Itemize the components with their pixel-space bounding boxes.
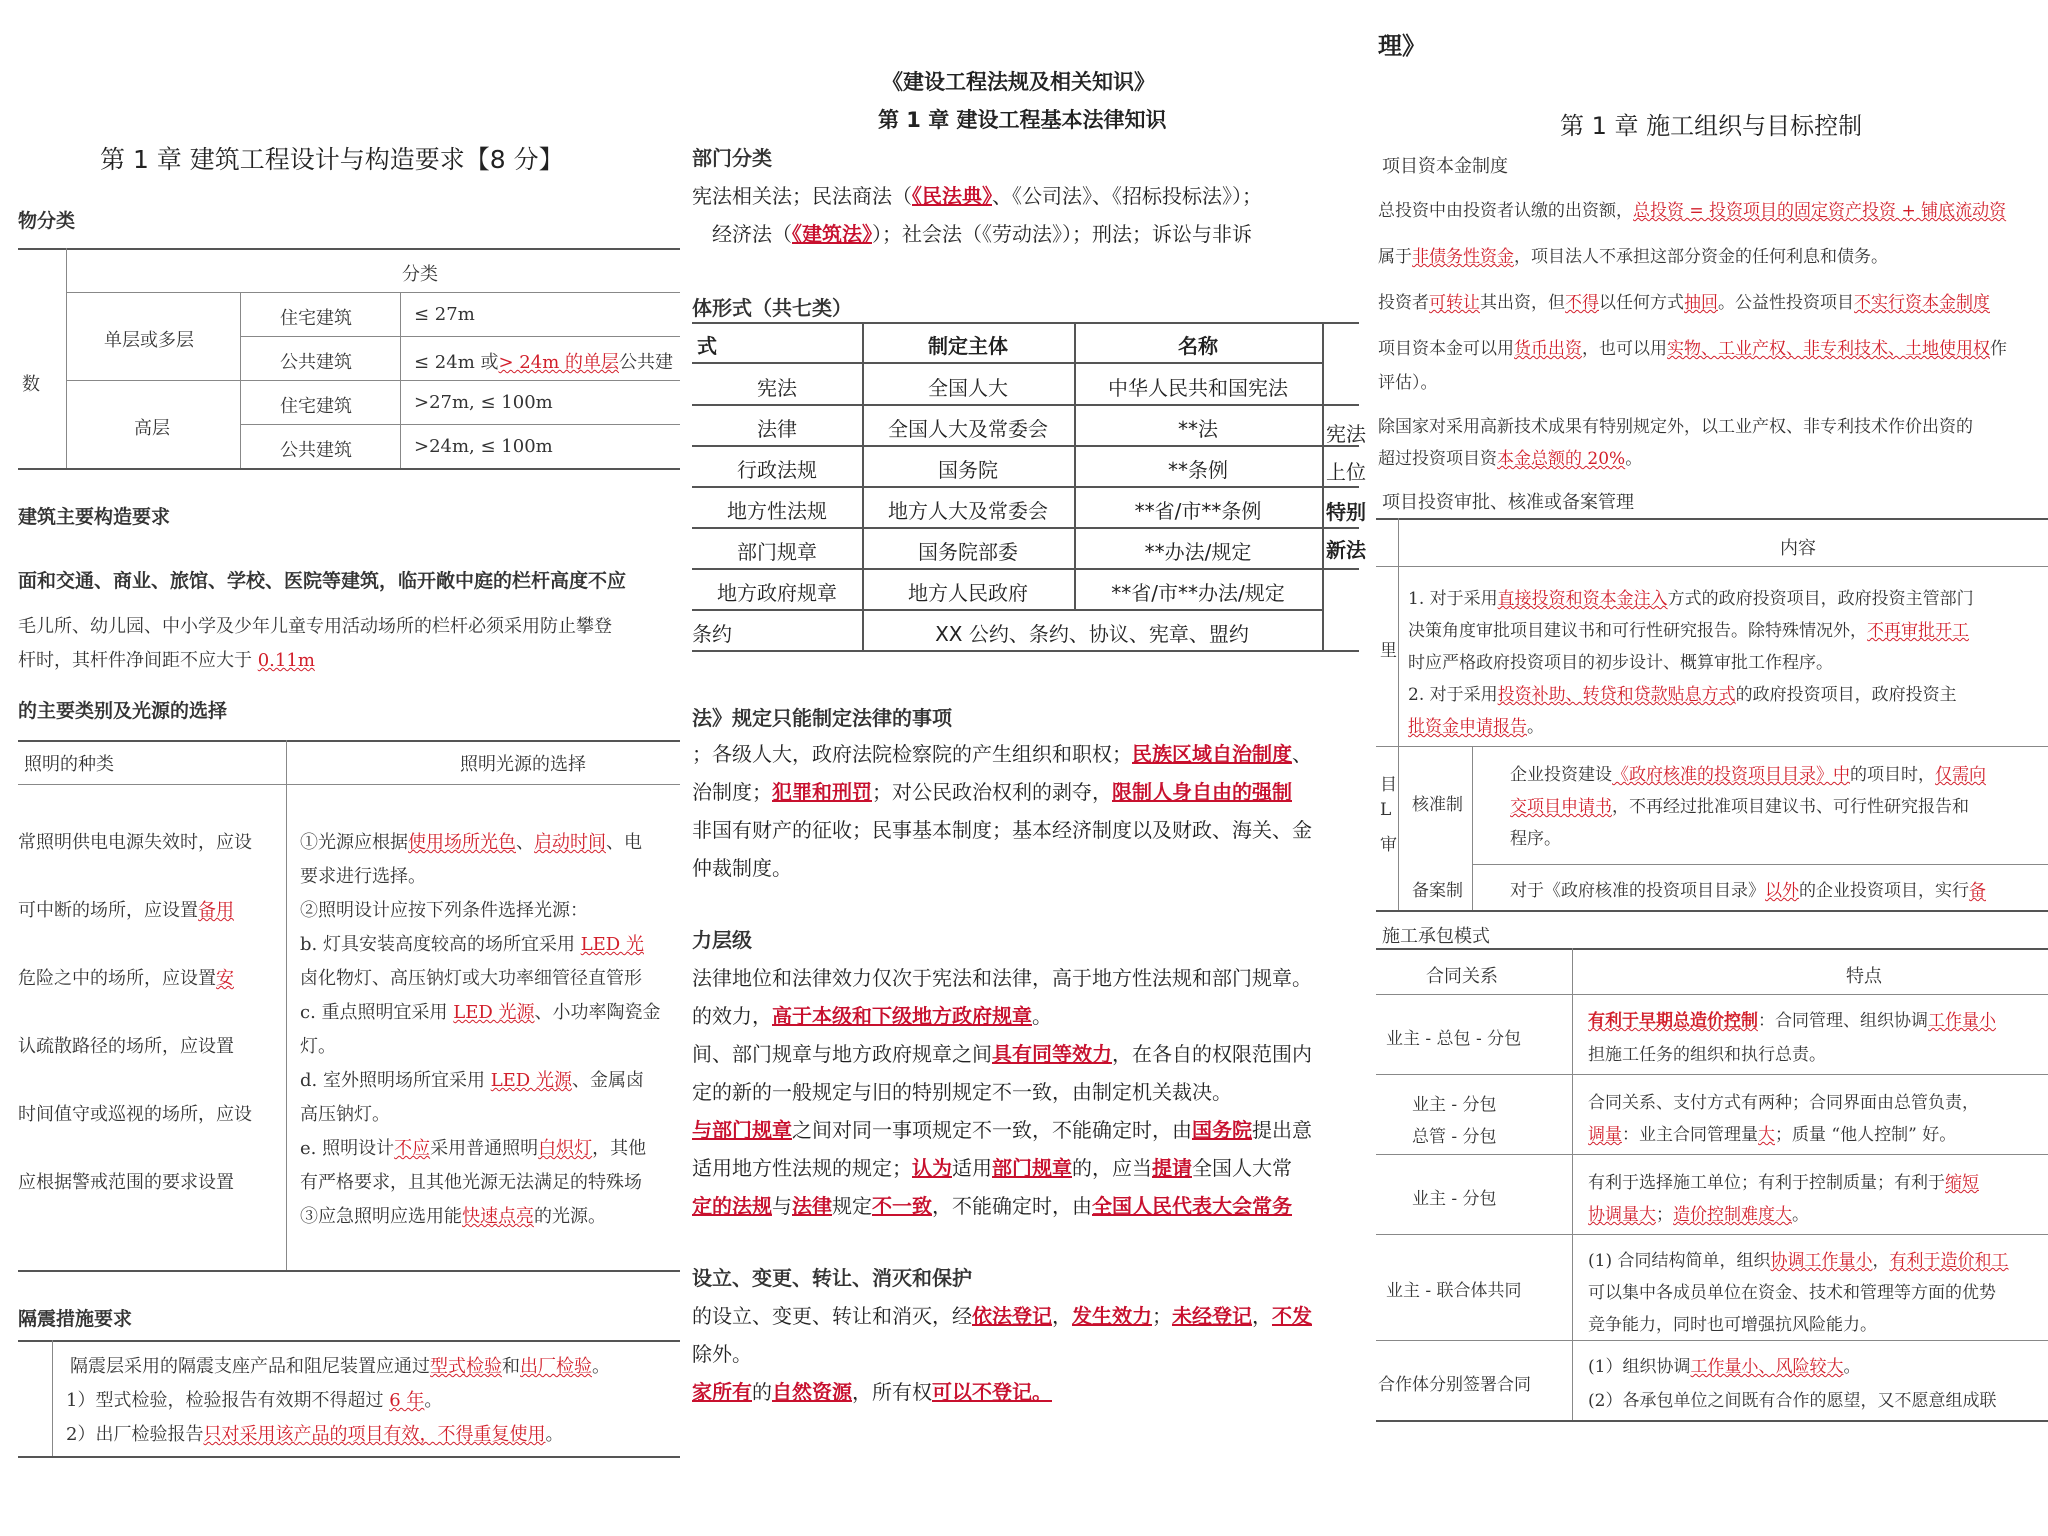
forms-cell: 中华人民共和国宪法 [1108, 376, 1288, 400]
forms-cell: XX 公约、条约、协议、宪章、盟约 [935, 622, 1249, 646]
contract-feature: 竞争能力，同时也可增强抗风险能力。 [1588, 1315, 1877, 1335]
property-line: 除外。 [692, 1342, 752, 1366]
table-rule: ≤ 27m [414, 304, 475, 325]
contract-type: 合作体分别签署合同 [1378, 1375, 1531, 1395]
capital-line: 项目资本金可以用货币出资，也可以用实物、工业产权、非专利技术、土地使用权作 [1378, 339, 2007, 359]
table-type: 公共建筑 [280, 352, 352, 373]
approval-left: 审 [1380, 835, 1397, 855]
table-rule: ≤ 24m 或> 24m 的单层公共建 [414, 352, 673, 373]
structure-line: 面和交通、商业、旅馆、学校、医院等建筑，临开敞中庭的栏杆高度不应 [18, 570, 627, 592]
lighting-rule: ③应急照明应选用能快速点亮的光源。 [300, 1206, 606, 1227]
lighting-type: 可中断的场所，应设置备用 [18, 900, 234, 921]
lighting-rule: ②照明设计应按下列条件选择光源： [300, 900, 588, 921]
forms-side-note: 上位 [1326, 460, 1366, 484]
approval-line: 时应严格政府投资项目的初步设计、概算审批工作程序。 [1408, 653, 1833, 673]
lighting-header-type: 照明的种类 [24, 754, 114, 775]
dept-line: 宪法相关法；民法商法（《民法典》、《公司法》、《招标投标法》）； [692, 184, 1262, 208]
approval-line: 批资金申请报告。 [1408, 717, 1544, 737]
contract-feature: 合同关系、支付方式有两种；合同界面由总管负责， [1588, 1093, 1979, 1113]
level-line: 定的新的一般规定与旧的特别规定不一致，由制定机关裁决。 [692, 1080, 1232, 1104]
table-type: 住宅建筑 [280, 308, 352, 329]
level-line: 定的法规与法律规定不一致，不能确定时，由全国人民代表大会常务 [692, 1194, 1292, 1218]
approval-line: 2. 对于采用投资补助、转贷和贷款贴息方式的政府投资项目，政府投资主 [1408, 685, 1957, 705]
section-heading-property: 设立、变更、转让、消灭和保护 [692, 1266, 972, 1290]
approval-left: 目 [1380, 775, 1397, 795]
section-heading-forms: 体形式（共七类） [692, 296, 852, 320]
section-heading-approval: 项目投资审批、核准或备案管理 [1382, 492, 1634, 513]
forms-cell: 地方人大及常委会 [888, 499, 1048, 523]
table-group: 单层或多层 [104, 330, 194, 351]
forms-cell: **省/市**条例 [1134, 499, 1262, 523]
lighting-rule: d. 室外照明场所宜采用 LED 光源、金属卤 [300, 1070, 644, 1091]
contract-type: 业主 - 总包 - 分包 [1386, 1029, 1522, 1049]
forms-side-note: 特别 [1326, 500, 1366, 524]
forms-header: 名称 [1178, 334, 1218, 358]
lighting-rule: 要求进行选择。 [300, 866, 426, 887]
forms-cell: 地方人民政府 [908, 581, 1028, 605]
section-heading-dept: 部门分类 [692, 146, 772, 170]
forms-cell: 条约 [692, 622, 732, 646]
chapter-title: 第 1 章 建设工程基本法律知识 [878, 108, 1167, 132]
capital-line: 评估）。 [1378, 373, 1438, 393]
lighting-type: 认疏散路径的场所，应设置 [18, 1036, 234, 1057]
forms-cell: 宪法 [757, 376, 797, 400]
table-type: 公共建筑 [280, 440, 352, 461]
level-line: 适用地方性法规的规定；认为适用部门规章的，应当提请全国人大常 [692, 1156, 1292, 1180]
level-line: 间、部门规章与地方政府规章之间具有同等效力，在各自的权限范围内 [692, 1042, 1312, 1066]
table-left-label: 数 [22, 374, 40, 395]
forms-cell: 法律 [757, 417, 797, 441]
book-title: 《建设工程法规及相关知识》 [882, 70, 1155, 94]
contract-feature: 可以集中各成员单位在资金、技术和管理等方面的优势 [1588, 1283, 1996, 1303]
section-heading-capital: 项目资本金制度 [1382, 156, 1508, 177]
contract-feature: (2）各承包单位之间既有合作的愿望，又不愿意组成联 [1588, 1391, 1997, 1411]
forms-header: 制定主体 [928, 334, 1008, 358]
capital-line: 除国家对采用高新技术成果有特别规定外，以工业产权、非专利技术作价出资的 [1378, 417, 1973, 437]
lighting-rule: e. 照明设计不应采用普通照明白炽灯，其他 [300, 1138, 647, 1159]
approval-line: 对于《政府核准的投资项目目录》以外的企业投资项目，实行备 [1510, 881, 1986, 901]
contract-feature: 有利于早期总造价控制：合同管理、组织协调工作量小 [1588, 1011, 1996, 1031]
forms-cell: 行政法规 [737, 458, 817, 482]
approval-line: 企业投资建设《政府核准的投资项目目录》中的项目时，仅需向 [1510, 765, 1986, 785]
lighting-rule: b. 灯具安装高度较高的场所宜采用 LED 光 [300, 934, 644, 955]
approval-line: 程序。 [1510, 829, 1561, 849]
structure-line: 杆时，其杆件净间距不应大于 0.11m [18, 650, 315, 671]
capital-line: 属于非债务性资金，项目法人不承担这部分资金的任何利息和债务。 [1378, 247, 1888, 267]
contract-feature: (1）组织协调工作量小、风险较大。 [1588, 1357, 1861, 1377]
section-heading-classification: 物分类 [18, 210, 76, 232]
level-line: 的效力，高于本级和下级地方政府规章。 [692, 1004, 1052, 1028]
table-type: 住宅建筑 [280, 396, 352, 417]
approval-left: L [1380, 800, 1392, 820]
seismic-line: 1）型式检验，检验报告有效期不得超过 6 年。 [66, 1390, 443, 1411]
contract-type: 业主 - 联合体共同 [1386, 1281, 1522, 1301]
contract-feature: 调量：业主合同管理量大；质量 “他人控制” 好。 [1588, 1125, 1957, 1145]
section-heading-levels: 力层级 [692, 928, 752, 952]
lighting-rule: 高压钠灯。 [300, 1104, 390, 1125]
level-line: 与部门规章之间对同一事项规定不一致，不能确定时，由国务院提出意 [692, 1118, 1312, 1142]
forms-cell: 全国人大及常委会 [888, 417, 1048, 441]
lighting-rule: 卤化物灯、高压钠灯或大功率细管径直管形 [300, 968, 642, 989]
approval-header: 内容 [1780, 538, 1816, 559]
contract-type: 业主 - 分包 [1412, 1095, 1497, 1115]
forms-cell: 全国人大 [928, 376, 1008, 400]
property-line: 家所有的自然资源，所有权可以不登记。 [692, 1380, 1052, 1404]
approval-line: 交项目申请书，不再经过批准项目建议书、可行性研究报告和 [1510, 797, 1969, 817]
panel-construction-law [692, 0, 1366, 1536]
structure-line: 毛儿所、幼儿园、中小学及少年儿童专用活动场所的栏杆必须采用防止攀登 [18, 616, 612, 637]
seismic-line: 2）出厂检验报告只对采用该产品的项目有效，不得重复使用。 [66, 1424, 564, 1445]
forms-cell: 国务院 [938, 458, 998, 482]
table-rule: >27m, ≤ 100m [414, 392, 553, 413]
forms-header: 式 [697, 334, 717, 358]
contract-type: 业主 - 分包 [1412, 1189, 1497, 1209]
lighting-rule: ①光源应根据使用场所光色、启动时间、电 [300, 832, 642, 853]
approval-line: 1. 对于采用直接投资和资本金注入方式的政府投资项目，政府投资主管部门 [1408, 589, 1974, 609]
table-group: 高层 [134, 418, 170, 439]
panel-building-design [0, 0, 680, 1536]
forms-cell: 地方政府规章 [717, 581, 837, 605]
capital-line: 投资者可转让其出资，但不得以任何方式抽回。公益性投资项目不实行资本金制度 [1378, 293, 1990, 313]
forms-cell: **法 [1178, 417, 1218, 441]
lighting-rule: 灯。 [300, 1036, 336, 1057]
contract-feature: 有利于选择施工单位；有利于控制质量；有利于缩短 [1588, 1173, 1979, 1193]
forms-cell: 地方性法规 [727, 499, 827, 523]
lighting-rule: 有严格要求，且其他光源无法满足的特殊场 [300, 1172, 642, 1193]
forms-cell: **条例 [1168, 458, 1228, 482]
panel-construction-management [1376, 0, 2048, 1536]
capital-line: 总投资中由投资者认缴的出资额，总投资 = 投资项目的固定资产投资 + 铺底流动资 [1378, 201, 2007, 221]
forms-cell: 部门规章 [737, 540, 817, 564]
contract-type: 总管 - 分包 [1412, 1127, 1497, 1147]
seismic-line: 隔震层采用的隔震支座产品和阻尼装置应通过型式检验和出厂检验。 [70, 1356, 610, 1377]
forms-cell: **省/市**办法/规定 [1111, 581, 1285, 605]
lighting-type: 应根据警戒范围的要求设置 [18, 1172, 234, 1193]
forms-side-note: 宪法 [1326, 422, 1366, 446]
approval-line: 决策角度审批项目建议书和可行性研究报告。除特殊情况外，不再审批开工 [1408, 621, 1969, 641]
section-heading-structure: 建筑主要构造要求 [18, 506, 171, 528]
chapter-title: 第 1 章 施工组织与目标控制 [1560, 112, 1863, 140]
lighting-rule: c. 重点照明宜采用 LED 光源、小功率陶瓷金 [300, 1002, 661, 1023]
top-fragment: 理》 [1378, 32, 1426, 60]
law-line: ；各级人大，政府法院检察院的产生组织和职权；民族区域自治制度、 [692, 742, 1312, 766]
law-line: 治制度；犯罪和刑罚；对公民政治权利的剥夺，限制人身自由的强制 [692, 780, 1292, 804]
lighting-type: 危险之中的场所，应设置安 [18, 968, 234, 989]
forms-cell: 国务院部委 [918, 540, 1018, 564]
contract-feature: 协调量大；造价控制难度大。 [1588, 1205, 1809, 1225]
lighting-type: 常照明供电电源失效时，应设 [18, 832, 252, 853]
lighting-type: 时间值守或巡视的场所，应设 [18, 1104, 252, 1125]
property-line: 的设立、变更、转让和消灭，经依法登记，发生效力；未经登记，不发 [692, 1304, 1312, 1328]
section-heading-law-only: 法》规定只能制定法律的事项 [692, 706, 952, 730]
section-heading-seismic: 隔震措施要求 [18, 1308, 133, 1330]
approval-left: 里 [1380, 641, 1397, 661]
table-header: 分类 [402, 264, 438, 285]
approval-type: 核准制 [1412, 795, 1463, 815]
section-heading-contract: 施工承包模式 [1382, 926, 1490, 947]
chapter-title: 第 1 章 建筑工程设计与构造要求【8 分】 [100, 145, 564, 174]
approval-type: 备案制 [1412, 881, 1463, 901]
contract-header: 合同关系 [1426, 966, 1498, 987]
contract-feature: 担施工任务的组织和执行总责。 [1588, 1045, 1826, 1065]
capital-line: 超过投资项目资本金总额的 20%。 [1378, 449, 1643, 469]
table-rule: >24m, ≤ 100m [414, 436, 553, 457]
forms-side-note: 新法 [1326, 538, 1366, 562]
forms-cell: **办法/规定 [1144, 540, 1252, 564]
contract-feature: (1) 合同结构简单，组织协调工作量小，有利于造价和工 [1588, 1251, 2009, 1271]
level-line: 法律地位和法律效力仅次于宪法和法律，高于地方性法规和部门规章。 [692, 966, 1312, 990]
contract-header: 特点 [1846, 966, 1882, 987]
law-line: 仲裁制度。 [692, 856, 792, 880]
section-heading-lighting: 的主要类别及光源的选择 [18, 700, 228, 722]
law-line: 非国有财产的征收；民事基本制度；基本经济制度以及财政、海关、金 [692, 818, 1312, 842]
lighting-header-source: 照明光源的选择 [460, 754, 586, 775]
dept-line: 经济法（《建筑法》）；社会法（《劳动法》）；刑法；诉讼与非诉 [712, 222, 1252, 246]
